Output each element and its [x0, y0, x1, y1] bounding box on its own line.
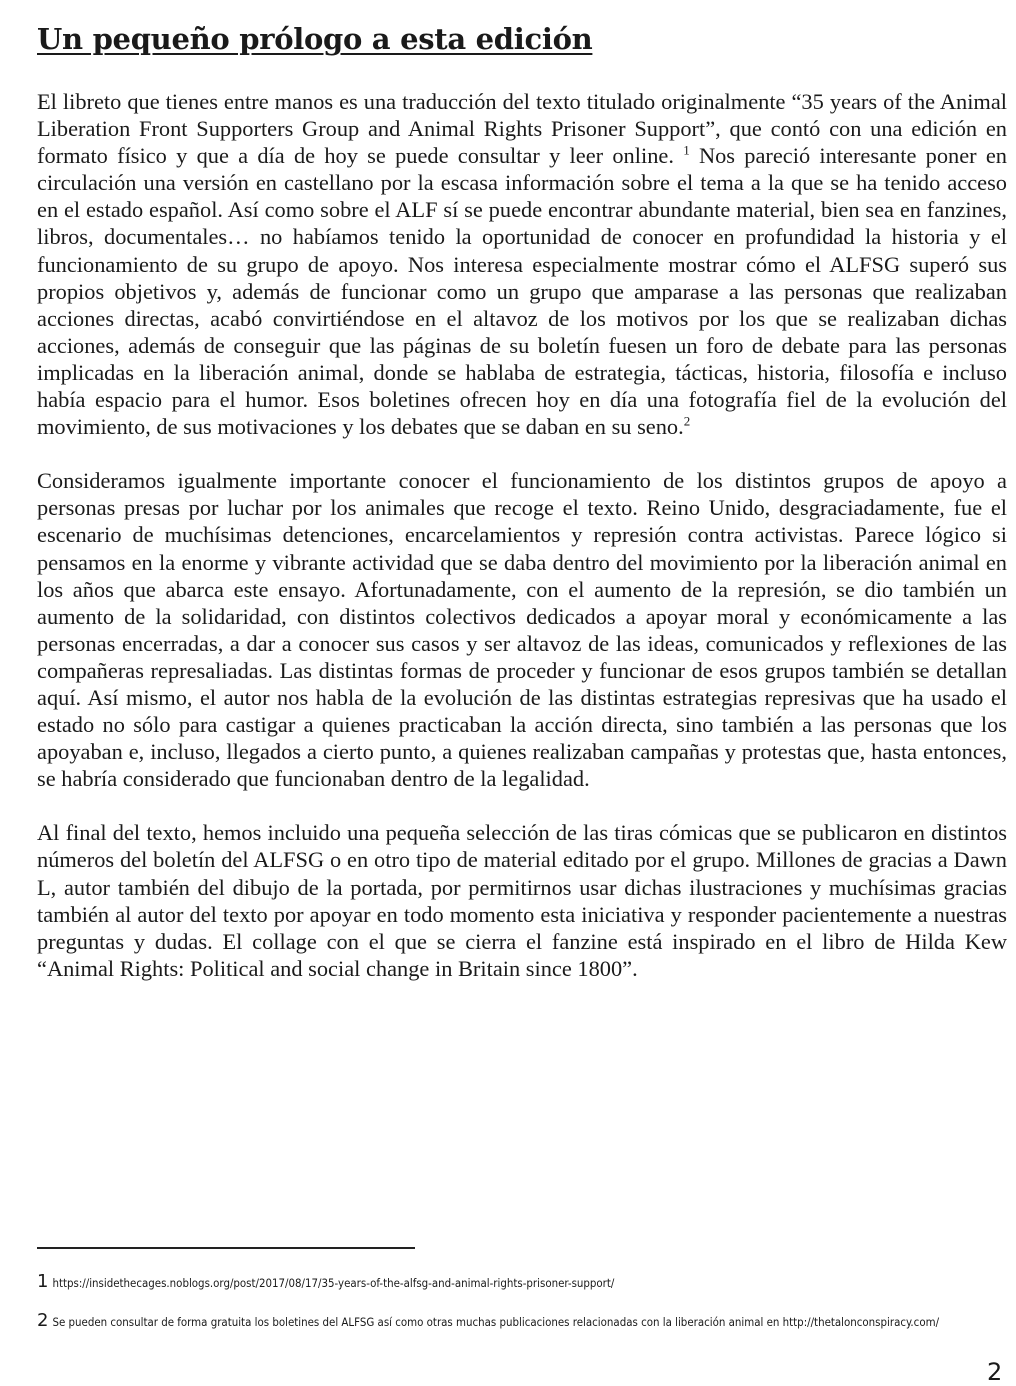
footnotes: [37, 1247, 997, 1347]
footnote-ref-2: 2: [683, 413, 691, 429]
footnote-1-number: 1: [37, 1271, 49, 1292]
footnote-1: [37, 1269, 997, 1296]
page-number: 2: [987, 1358, 1003, 1386]
footnote-ref-1: 1: [683, 142, 690, 158]
paragraph-1: [37, 88, 1007, 440]
page-title: Un pequeño prólogo a esta edición: [37, 22, 593, 56]
document-page: [37, 22, 1007, 1009]
paragraph-3: Al final del texto, hemos incluido una pequeña selección de las tiras cómicas que se publicaron en distintos números del boletín del ALFSG o en otro tipo de material editado por el grupo. Millones de gracias a Dawn L, autor también del dibujo de la portada, por permitirnos usar dichas ilustraciones y muchísimas gracias también al autor del texto por apoyar en todo momento esta iniciativa y responder pacientemente a nuestras preguntas y dudas. El collage con el que se cierra el fanzine está inspirado en el libro de Hilda Kew “Animal Rights: Political and social change in Britain since 1800”.: [37, 820, 1007, 981]
footnote-1-text: https://insidethecages.noblogs.org/post/2017/08/17/35-years-of-the-alfsg-and-animal-rights-prisoner-support/: [52, 1276, 615, 1290]
paragraph-1-text-b: Nos pareció interesante poner en circulación una versión en castellano por la escasa información sobre el tema a la que se ha tenido acceso en el estado español. Así como sobre el ALF sí se puede encontrar abundante material, bien sea en fanzines, libros, documentales… no habíamos tenido la oportunidad de conocer en profundidad la historia y el funcionamiento de su grupo de apoyo. Nos interesa especialmente mostrar cómo el ALFSG superó sus propios objetivos y, además de funcionar como un grupo que amparase a las personas que realizaban acciones directas, acabó convirtiéndose en el altavoz de los motivos por los que se realizaban dichas acciones, además de conseguir que las páginas de su boletín fuesen un foro de debate para las personas implicadas en la liberación animal, donde se hablaba de estrategia, tácticas, historia, filosofía e incluso había espacio para el humor. Esos boletines ofrecen hoy en día una fotografía fiel de la evolución del movimiento, de sus motivaciones y los debates que se daban en su seno.: [37, 143, 1007, 440]
paragraph-1-text: El libreto que tienes entre manos es una traducción del texto titulado originalmente “35 years of the Animal Liberation Front Supporters Group and Animal Rights Prisoner Support”, que contó con una edición en formato físico y que a día de hoy se puede consultar y leer online.: [37, 89, 1007, 169]
paragraph-2: Consideramos igualmente importante conocer el funcionamiento de los distintos grupos de apoyo a personas presas por luchar por los animales que recoge el texto. Reino Unido, desgraciadamente, fue el escenario de muchísimas detenciones, encarcelamientos y represión contra activistas. Parece lógico si pensamos en la enorme y vibrante actividad que se daba dentro del movimiento por la liberación animal en los años que abarca este ensayo. Afortunadamente, con el aumento de la represión, se dio también un aumento de la solidaridad, con distintos colectivos dedicados a apoyar moral y económicamente a las personas encerradas, a dar a conocer sus casos y ser altavoz de las ideas, comunicados y reflexiones de las compañeras represaliadas. Las distintas formas de proceder y funcionar de esos grupos también se detallan aquí. Así mismo, el autor nos habla de la evolución de las distintas estrategias represivas que ha usado el estado no sólo para castigar a quienes practicaban la acción directa, sino también a las personas que los apoyaban e, incluso, llegados a cierto punto, a quienes realizaban campañas y protestas que, hasta entonces, se habría considerado que funcionaban dentro de la legalidad.: [37, 468, 1007, 792]
footnote-2: [37, 1308, 997, 1335]
footnote-divider: [37, 1247, 415, 1249]
footnote-2-text: Se pueden consultar de forma gratuita los boletines del ALFSG así como otras muchas publicaciones relacionadas con la liberación animal en http://thetalonconspiracy.com/: [52, 1315, 940, 1329]
footnote-2-number: 2: [37, 1310, 49, 1331]
